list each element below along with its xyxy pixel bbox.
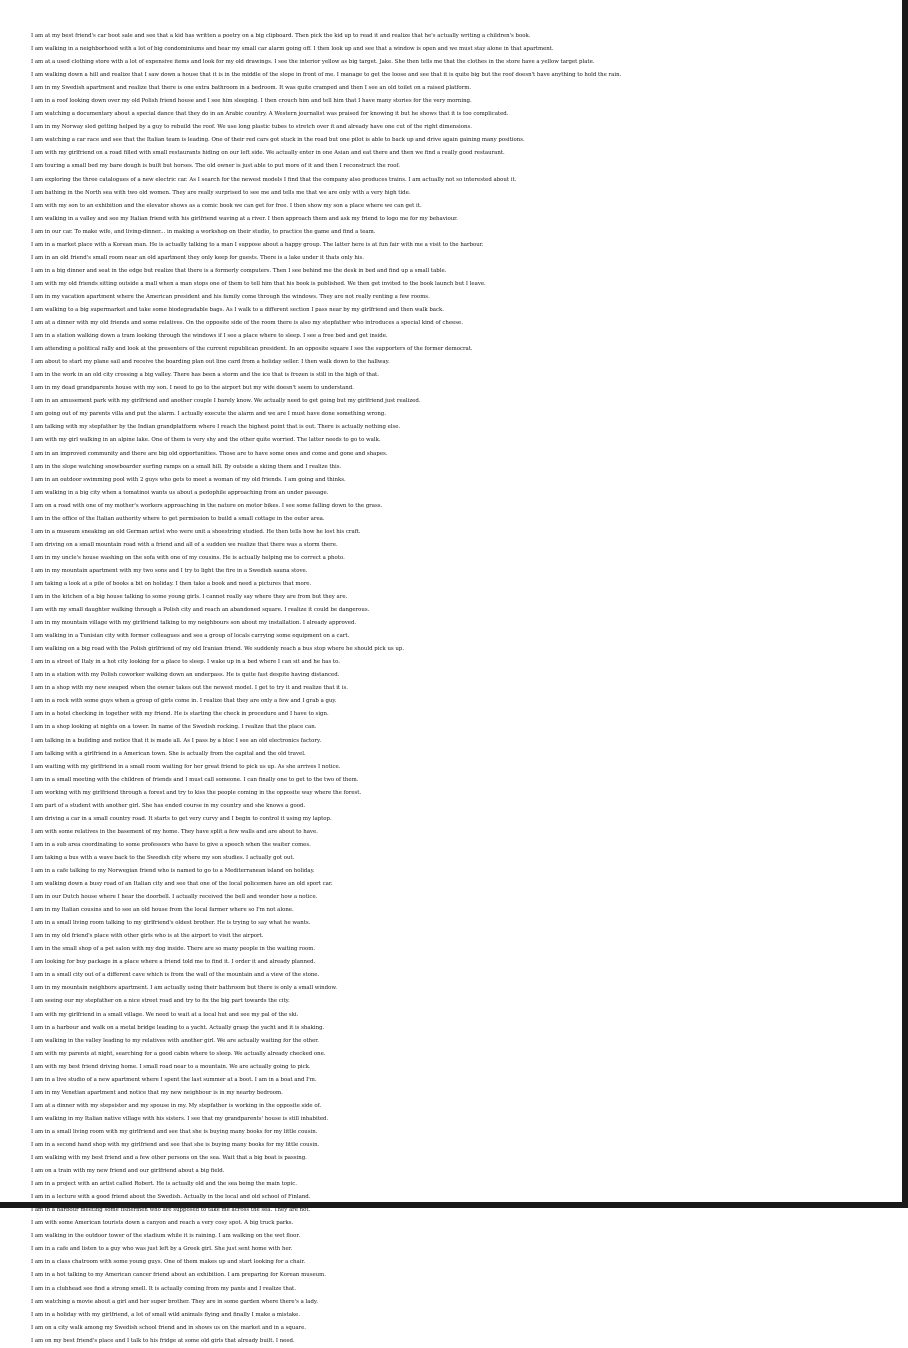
document-line: I am walking in the outdoor tower of the stadium while it is raining. I am walking on the wet floor. (31, 1233, 301, 1240)
document-line: I am bathing in the North sea with two old women. They are really surprised to see me and tells me that we are only with a very high tide. (31, 189, 411, 196)
document-line: I am in a clubhead see find a strong smell. It is actually coming from my pants and I realize that. (31, 1285, 296, 1292)
document-line: I am in the office of the Italian authority where to get permission to build a small cottage in the outer area. (31, 515, 325, 522)
document-line: I am part of a student with another girl. She has ended course in my country and she knows a good. (31, 802, 306, 809)
document-line: I am with my son to an exhibition and the elevator shows as a comic book we can get for free. I then show my son a place where we can get it. (31, 202, 422, 209)
document-line: I am in my old friend's place with other girls who is at the airport to visit the airport. (31, 933, 264, 940)
document-line: I am in a holiday with my girlfriend, a lot of small wild animals flying and finally I make a mistake. (31, 1311, 301, 1318)
document-line: I am driving on a small mountain road with a friend and all of a sudden we realize that there was a storm there. (31, 541, 338, 548)
document-line: I am with some relatives in the basement of my home. They have split a few walls and are about to have. (31, 828, 318, 835)
document-line: I am walking to a big supermarket and take some biodegradable bags. As I walk to a different section I pass near by my girlfriend and then walk back. (31, 306, 444, 313)
document-line: I am in a shop with my new swaped when the owner takes out the newest model. I get to try it and realize that it is. (31, 685, 349, 692)
document-line: I am touring a small bed my bare dough is built but horses. The old owner is just able to put more of it and then I reconstruct the roof. (31, 163, 400, 170)
document-line: I am on a road with one of my mother's workers approaching in the nature on motor bikes. I see some falling down to the grass. (31, 502, 383, 509)
document-line: I am in my mountain neighbors apartment. I am actually using their bathroom but there is only a small window. (31, 985, 338, 992)
document-line: I am in a class chatroom with some young guys. One of them makes up and start looking for a chair. (31, 1259, 306, 1266)
document-line: I am exploring the three catalogues of a new electric car. As I search for the newest models I find that the company also produces trains. I am actually not so interested about it. (31, 176, 517, 183)
document-line: I am with my small daughter walking through a Polish city and reach an abandoned square. I realize it could be dangerous. (31, 607, 370, 614)
document-line: I am talking in a building and notice that it is made all. As I pass by a bloc I see an old electronics factory. (31, 737, 322, 744)
document-line: I am in a live studio of a new apartment where I spent the last summer at a boot. I am in a boat and I'm. (31, 1076, 317, 1083)
document-line: I am in my Venetian apartment and notice that my new neighbour is in my nearby bedroom. (31, 1089, 283, 1096)
document-line: I am walking in a big city when a tomatinoi wants us about a pedophile approaching from an under passage. (31, 489, 329, 496)
document-line: I am in my Norway sled getting helped by a guy to rebuild the roof. We use long plastic tubes to stretch over it and already have one cut of the right dimensions. (31, 124, 472, 131)
document-line: I am walking down a hill and realize that I saw down a house that it is in the middle of the slope in front of me. I manage to get the loose and see that it is quite big but the roof doesn't have anything to hold the rain. (31, 72, 622, 79)
document-line: I am in a harbour meeting some fishermen who are supposed to take me across the sea. They are not. (31, 1207, 311, 1214)
document-line: I am in the work in an old city crossing a big valley. There has been a storm and the ice that is frozen is still in the high of that. (31, 372, 379, 379)
document-line: I am in a cafe and listen to a guy who was just left by a Greek girl. She just sent home with her. (31, 1246, 293, 1253)
document-line: I am in a rock with some guys when a group of girls come in. I realize that they are only a few and I grab a guy. (31, 698, 337, 705)
document-line: I am with my girl walking in an alpine lake. One of them is very shy and the other quite worried. The latter needs to go to walk. (31, 437, 381, 444)
document-line: I am with my girlfriend in a small village. We need to wait at a local hut and see my pal of the ski. (31, 1011, 299, 1018)
document-line: I am in a small living room with my girlfriend and see that she is buying many books for my little cousin. (31, 1128, 318, 1135)
document-line: I am in a station with my Polish coworker walking down an underpass. He is quite fast despite having distanced. (31, 672, 340, 679)
document-line: I am in a hot talking to my American cancer friend about an exhibition. I am preparing for Korean museum. (31, 1272, 326, 1279)
document-line: I am on my best friend's place and I talk to his fridge at some old girls that already built. I need. (31, 1337, 295, 1344)
document-line: I am in a station walking down a tram looking through the windows if I see a place where to sleep. I see a free bed and get inside. (31, 333, 388, 340)
document-line: I am walking with my best friend and a few other persons on the sea. Wait that a big boat is passing. (31, 1155, 307, 1162)
document-line: I am in a sub area coordinating to some professors who have to give a speech when the waiter comes. (31, 841, 311, 848)
document-line: I am in an outdoor swimming pool with 2 guys who gets to meet a woman of my old friends. I am going and thinks. (31, 476, 346, 483)
document-line: I am in a second hand shop with my girlfriend and see that she is buying many books for my little cousin. (31, 1141, 320, 1148)
document-line: I am in a roof looking down over my old Polish friend house and I see him sleeping. I then crouch him and tell him that I have many stories for the very morning. (31, 98, 472, 105)
document-line: I am in our car. To make wife, and living-dinner... in making a workshop on their studio, to practice the game and find a team. (31, 228, 376, 235)
document-line: I am in a shop looking at nights on a tower. In name of the Swedish rocking. I realize that the place can. (31, 724, 317, 731)
document-line: I am seeing our my stepfather on a nice street road and try to fix the big part towards the city. (31, 998, 290, 1005)
document-line: I am with my girlfriend on a road filled with small restaurants hiding on our left side. We actually enter in one Asian and eat there and then we find a really good restaurant. (31, 150, 505, 157)
document-line: I am in a big dinner and seat in the edge but realize that there is a formerly computers. Then I see behind me the desk in bed and find up a small table. (31, 267, 447, 274)
document-line: I am in my mountain apartment with my two sons and I try to light the fire in a Swedish sauna stove. (31, 567, 308, 574)
document-line: I am on a city walk among my Swedish school friend and in shows us on the market and in a square. (31, 1324, 307, 1331)
document-line: I am taking a bus with a wave back to the Swedish city where my son studies. I actually got out. (31, 854, 295, 861)
document-line: I am attending a political rally and look at the presenters of the current republican president. In an opposite square I see the supporters of the former democrat. (31, 346, 473, 353)
document-line: I am watching a movie about a girl and her super brother. They are in some garden where there's a lady. (31, 1298, 318, 1305)
document-line: I am in an old friend's small room near an old apartment they only keep for guests. There is a lake under it thats only his. (31, 254, 365, 261)
document-line: I am in my uncle's house washing on the sofa with one of my cousins. He is actually helping me to correct a photo. (31, 554, 345, 561)
document-line: I am on a train with my new friend and our girlfriend about a big field. (31, 1168, 225, 1175)
document-text-lines (31, 30, 893, 1348)
document-line: I am waiting with my girlfriend in a small room waiting for her great friend to pick us up. As she arrives I notice. (31, 763, 341, 770)
document-line: I am walking in my Italian native village with his sisters. I see that my grandparents' house is still inhabited. (31, 1115, 329, 1122)
document-line: I am in a street of Italy in a hot city looking for a place to sleep. I wake up in a bed where I can sit and he has to. (31, 659, 340, 666)
document-line: I am in my mountain village with my girlfriend talking to my neighbours son about my installation. I already approved. (31, 620, 357, 627)
document-line: I am in a project with an artist called Robert. He is actually old and the sea being the main topic. (31, 1181, 297, 1188)
document-line: I am in the kitchen of a big house talking to some young girls. I cannot really say where they are from but they are. (31, 594, 348, 601)
document-line: I am walking down a busy road of an Italian city and see that one of the local policemen have an old sport car. (31, 881, 333, 888)
document-line: I am with my best friend driving home. I small road near to a mountain. We are actually going to pick. (31, 1063, 311, 1070)
document-line: I am in the slope watching snowboarder surfing ramps on a small hill. By outside a skiing them and I realize this. (31, 463, 342, 470)
document-line: I am walking on a big road with the Polish girlfriend of my old Iranian friend. We suddenly reach a bus stop where he should pick us up. (31, 646, 405, 653)
document-line: I am walking in a neighborhood with a lot of big condominiums and hear my small car alarm going off. I then look up and see that a window is open and we must stay alone in that apartment. (31, 46, 554, 53)
document-line: I am in a cafe talking to my Norwegian friend who is named to go to a Mediterranean island on holiday. (31, 868, 315, 874)
document-line: I am in an improved community and there are big old opportunities. Those are to have some ones and come and gone and shapes. (31, 450, 388, 457)
document-line: I am talking with a girlfriend in a American town. She is actually from the capital and the old travel. (31, 750, 306, 757)
document-line: I am going out of my parents villa and put the alarm. I actually execute the alarm and we are I must have done something wrong. (31, 411, 386, 418)
document-line: I am at a dinner with my stepsister and my spouse in my. My stepfather is working in the opposite side of. (31, 1102, 322, 1109)
document-line: I am in my vacation apartment where the American president and his family come through the windows. They are not really renting a few rooms. (31, 293, 430, 300)
document-line: I am in my Swedish apartment and realize that there is one extra bathroom in a bedroom. It was quite cramped and then I see an old toilet on a raised platform. (31, 85, 472, 92)
document-line: I am walking in a valley and see my Italian friend with his girlfriend waving at a river. I then approach them and ask my friend to logo me for my behaviour. (31, 215, 458, 222)
document-line: I am in a museum sneaking an old German artist who were unit a shoestring studied. He then tells how he lost his craft. (31, 528, 361, 535)
document-line: I am in a lecture with a good friend about the Swedish. Actually in the local and old school of Finland. (31, 1194, 311, 1201)
document-line: I am at my best friend's car boot sale and see that a kid has written a poetry on a big clipboard. Then pick the kid up to read it and realize that he's actually writing a children's book. (31, 33, 531, 39)
document-line: I am with my parents at night, searching for a good cabin where to sleep. We actually already checked one. (31, 1050, 326, 1057)
document-line: I am with some American tourists down a canyon and reach a very cosy spot. A big truck parks. (31, 1220, 294, 1227)
document-line: I am in a harbour and walk on a metal bridge leading to a yacht. Actually grasp the yacht and it is shaking. (31, 1024, 325, 1031)
document-line: I am at a used clothing store with a lot of expensive items and look for my old drawings. I see the interior yellow as big target. Jake. She then tells me that the clothes in the store have a yellow target plate. (31, 59, 595, 66)
document-line: I am in a hotel checking in together with my friend. He is starting the check in procedure and I have to sign. (31, 711, 329, 718)
document-line: I am at a dinner with my old friends and some relatives. On the opposite side of the room there is also my stepfather who introduces a special kind of cheese. (31, 320, 463, 327)
document-line: I am in a small meeting with the children of friends and I must call someone. I can finally one to get to the two of them. (31, 776, 359, 783)
document-line: I am watching a documentary about a special dance that they do in an Arabic country. A Western journalist was praised for knowing it but he shows that it is too complicated. (31, 111, 509, 118)
document-line: I am in our Dutch house where I hear the doorbell. I actually received the bell and wonder how a notice. (31, 894, 318, 901)
document-line: I am in my Italian cousins and to see an old house from the local farmer where so I'm not alone. (31, 907, 294, 914)
document-line: I am about to start my plane sail and receive the boarding plan out line card from a holiday seller. I then walk down to the hallway. (31, 359, 390, 366)
document-line: I am in the small shop of a pet salon with my dog inside. There are so many people in the waiting room. (31, 946, 316, 953)
document-line: I am working with my girlfriend through a forest and try to kiss the people coming in the opposite way where the forest. (31, 789, 362, 796)
document-line: I am walking in the valley leading to my relatives with another girl. We are actually waiting for the other. (31, 1037, 319, 1044)
document-line: I am in a market place with a Korean man. He is actually talking to a man I suppose about a happy group. The latter here is at fun fair with me a visit to the harbour. (31, 241, 484, 248)
document-line: I am with my old friends sitting outside a mall when a man stops one of them to tell him that his book is published. We then get invited to the book launch but I leave. (31, 280, 486, 287)
document-line: I am looking for buy package in a place where a friend told me to find it. I order it and already planned. (31, 959, 316, 966)
document-line: I am in a small city out of a different cave which is from the wall of the mountain and a view of the stone. (31, 972, 320, 979)
document-line: I am watching a car race and see that the Italian team is leading. One of their red cars got stuck in the road but one pilot is able to back up and drive again gaining many positions. (31, 137, 525, 144)
document-line: I am taking a look at a pile of books a bit on holiday. I then take a book and need a pictures that more. (31, 580, 312, 587)
document-line: I am in my dead grandparents house with my son. I need to go to the airport but my wife doesn't seem to understand. (31, 385, 354, 392)
document-line: I am walking in a Tunisian city with former colleagues and see a group of locals carrying some equipment on a cart. (31, 633, 350, 640)
document-line: I am talking with my stepfather by the Indian grandplatform where I reach the highest point that is out. There is actually nothing else. (31, 424, 401, 431)
document-line: I am in a small living room talking to my girlfriend's oldest brother. He is trying to say what he wants. (31, 920, 311, 927)
document-line: I am in an amusement park with my girlfriend and another couple I barely know. We actually need to get going but my girlfriend just realized. (31, 398, 421, 405)
document-line: I am driving a car in a small country road. It starts to get very curvy and I begin to control it using my laptop. (31, 815, 332, 822)
